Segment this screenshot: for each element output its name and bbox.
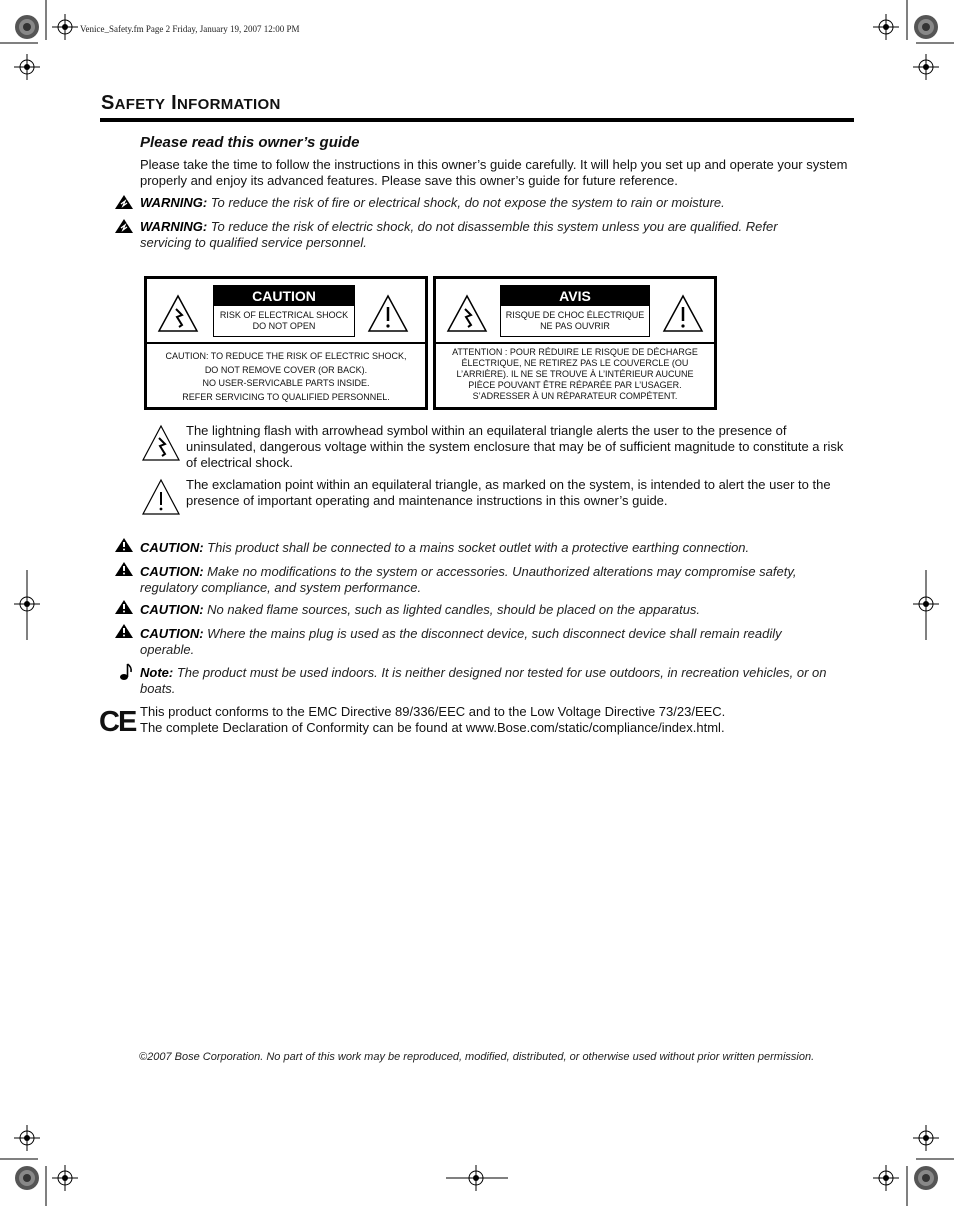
copyright-footer: ©2007 Bose Corporation. No part of this work may be reproduced, modified, distributed, or otherwise used without prior written permission. — [139, 1051, 815, 1063]
warning-icon — [114, 218, 134, 234]
note: Note: The product must be used indoors. It is neither designed nor tested for use outdoors, in recreation vehicles, or on boats. — [140, 665, 827, 696]
exclamation-triangle-icon — [367, 293, 409, 333]
caution-label-panel — [213, 285, 355, 337]
caution-4: CAUTION: Where the mains plug is used as the disconnect device, such disconnect device shall remain readily operable. — [140, 626, 782, 657]
caution-text-french: ATTENTION : POUR RÉDUIRE LE RISQUE DE DÉCHARGE ÉLECTRIQUE, NE RETIREZ PAS LE COUVERCLE (OU L’ARRIÈRE). IL NE SE TROUVE À L’INTÉRIEUR AUCUNE PIÈCE POUVANT ÊTRE RÉPARÉE PAR L’USAGER. S’ADRESSER À UN RÉPARATEUR COMPÉTENT. — [452, 347, 698, 401]
caution-text-english: CAUTION: TO REDUCE THE RISK OF ELECTRIC SHOCK, DO NOT REMOVE COVER (OR BACK). NO USER-SERVICABLE PARTS INSIDE. REFER SERVICING TO QUALIFIED PERSONNEL. — [165, 351, 407, 402]
print-header: Venice_Safety.fm Page 2 Friday, January 19, 2007 12:00 PM — [80, 24, 300, 34]
title-rule — [100, 118, 854, 122]
avis-heading: AVIS — [501, 286, 649, 306]
lightning-triangle-icon — [446, 293, 488, 333]
section-heading: Please read this owner’s guide — [140, 134, 360, 151]
caution-2: CAUTION: Make no modifications to the system or accessories. Unauthorized alterations may compromise safety, regulatory compliance, and system performance. — [140, 564, 797, 595]
avis-sub1: RISQUE DE CHOC ÉLECTRIQUE — [505, 310, 645, 320]
caution-heading: CAUTION — [214, 286, 354, 306]
caution-icon — [114, 561, 134, 577]
intro-paragraph: Please take the time to follow the instructions in this owner’s guide carefully. It will help you set up and operate your system properly and enjoy its advanced features. Please save this owner’s guide for future reference. — [140, 157, 848, 188]
music-note-icon — [119, 662, 135, 682]
caution-label-french — [433, 276, 717, 410]
caution-label-english — [144, 276, 428, 410]
caution-icon — [114, 537, 134, 553]
lightning-triangle-icon — [141, 424, 181, 462]
warning-2: WARNING: To reduce the risk of electric shock, do not disassemble this system unless you are qualified. Refer servicing to qualified service personnel. — [140, 219, 778, 250]
lightning-explanation: The lightning flash with arrowhead symbol within an equilateral triangle alerts the user to the presence of uninsulated, dangerous voltage within the system enclosure that may be of sufficient magnitude to constitute a risk of electrical shock. — [186, 423, 844, 470]
warning-1: WARNING: To reduce the risk of fire or electrical shock, do not expose the system to rain or moisture. — [140, 195, 725, 210]
caution-3: CAUTION: No naked flame sources, such as lighted candles, should be placed on the apparatus. — [140, 602, 701, 617]
exclamation-triangle-icon — [662, 293, 704, 333]
conformity-statement: This product conforms to the EMC Directive 89/336/EEC and to the Low Voltage Directive 73/23/EEC. The complete Declaration of Conformity can be found at www.Bose.com/static/compliance/index.html. — [140, 704, 726, 735]
avis-label-panel — [500, 285, 650, 337]
caution-icon — [114, 623, 134, 639]
lightning-triangle-icon — [157, 293, 199, 333]
caution-sub1: RISK OF ELECTRICAL SHOCK — [219, 310, 349, 320]
page-title: SAFETY INFORMATION — [101, 92, 281, 114]
warning-icon — [114, 194, 134, 210]
caution-1: CAUTION: This product shall be connected to a mains socket outlet with a protective earthing connection. — [140, 540, 750, 555]
ce-mark-icon: CE — [99, 706, 136, 738]
avis-sub2: NE PAS OUVRIR — [540, 321, 610, 331]
exclamation-triangle-icon — [141, 478, 181, 516]
exclamation-explanation: The exclamation point within an equilateral triangle, as marked on the system, is intended to alert the user to the presence of important operating and maintenance instructions in this owner’s guide. — [186, 477, 831, 508]
caution-icon — [114, 599, 134, 615]
caution-sub2: DO NOT OPEN — [252, 321, 316, 331]
